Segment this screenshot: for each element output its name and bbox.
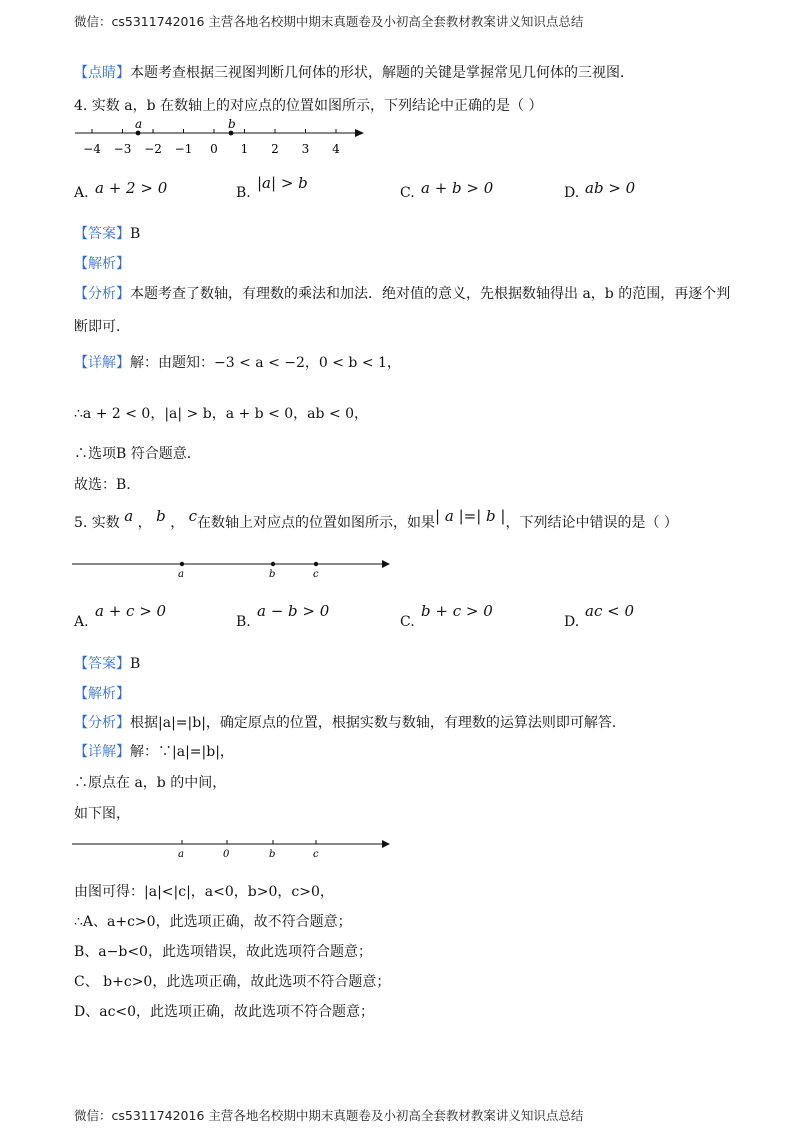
q4-step3: ∴选项B 符合题意．: [74, 446, 201, 462]
q5-option-b-label: B.: [236, 614, 251, 630]
q5-nl2-label-b: b: [269, 849, 276, 860]
q5-step7: D、ac<0，此选项正确，故此选项不符合题意；: [74, 1004, 375, 1020]
page-header: 微信：cs5311742016 主营各地名校期中期末真题卷及小初高全套教材教案讲义知识点总结: [74, 14, 584, 29]
q4-tick-label: 1: [240, 142, 249, 156]
q4-option-c-label: C.: [400, 185, 415, 201]
q4-xiangjie-line: [74, 352, 401, 372]
q4-fenxi-line: [74, 283, 730, 303]
q4-point-b: [229, 131, 234, 136]
dianjing-text: 本题考查根据三视图判断几何体的形状，解题的关键是掌握常见几何体的三视图．: [130, 65, 634, 81]
q4-tick-label: −2: [144, 142, 162, 156]
q5-stem-b: b: [156, 507, 166, 525]
q5-option-c-expr: b + c > 0: [421, 602, 493, 620]
q4-answer-tag: 【答案】: [74, 226, 130, 242]
q4-jiexi-tag: 【解析】: [74, 256, 130, 272]
q4-point-a: [136, 131, 141, 136]
q4-fenxi-1: 本题考查了数轴，有理数的乘法和加法．绝对值的意义，先根据数轴得出 a，b 的范围，再逐个判: [130, 286, 731, 302]
q5-answer-line: [74, 653, 140, 673]
q5-nl1-label-b: b: [269, 569, 276, 580]
q5-option-d-expr: ac < 0: [585, 602, 634, 620]
q4-step2: ∴a + 2 < 0，|a| > b，a + b < 0，ab < 0，: [74, 406, 369, 422]
q5-stem-cond: | a |=| b |: [435, 507, 506, 525]
q5-step4: ∴A、a+c>0，此选项正确，故不符合题意；: [74, 914, 352, 930]
q4-answer-line: [74, 223, 140, 243]
q5-fenxi-line: [74, 712, 626, 732]
q5-option-c-label: C.: [400, 614, 415, 630]
q5-nl1-point-c: [314, 562, 318, 566]
q5-jiexi-tag: 【解析】: [74, 686, 130, 702]
q4-fenxi-2: 断即可．: [74, 319, 130, 335]
q5-option-a-expr: a + c > 0: [95, 602, 167, 620]
q4-label-b: b: [228, 118, 236, 131]
q5-stem: 5. 实数 a ， b ， c在数轴上对应点的位置如图所示，如果| a |=| b |，下列结论中错误的是（ ）: [74, 507, 678, 531]
q5-stem-c: c: [188, 507, 198, 525]
q4-step4: 故选：B．: [74, 477, 141, 493]
q4-stem: 4. 实数 a，b 在数轴上的对应点的位置如图所示，下列结论中正确的是（ ）: [74, 98, 543, 114]
q4-tick-label: −4: [83, 142, 101, 156]
q5-nl1-label-a: a: [178, 569, 184, 580]
q4-tick-label: −3: [113, 142, 132, 156]
q4-label-a: a: [135, 118, 143, 131]
q5-fenxi: 根据|a|=|b|，确定原点的位置，根据实数与数轴，有理数的运算法则即可解答．: [130, 715, 626, 731]
q4-option-d-label: D.: [564, 185, 580, 201]
q4-option-a-expr: a + 2 > 0: [95, 179, 168, 197]
q4-fenxi-tag: 【分析】: [74, 286, 130, 302]
q5-stem-mid: 在数轴上对应点的位置如图所示，如果: [197, 515, 436, 531]
q4-tick-label: 0: [210, 142, 218, 156]
q4-answer: B: [130, 226, 141, 242]
page-footer: 微信：cs5311742016 主营各地名校期中期末真题卷及小初高全套教材教案讲义知识点总结: [74, 1108, 584, 1123]
q5-fenxi-tag: 【分析】: [74, 715, 130, 731]
q4-xiangjie: 解：由题知：−3 < a < −2，0 < b < 1，: [130, 355, 401, 371]
q5-stem-a: a: [124, 507, 134, 525]
q5-stem-suffix: ，下列结论中错误的是（ ）: [505, 515, 678, 531]
q4-tick-label: −1: [174, 142, 193, 156]
q5-xiangjie-tag: 【详解】: [74, 744, 130, 760]
q4-tick-label: 2: [271, 142, 279, 156]
q4-tick-label: 3: [301, 142, 310, 156]
q5-nl2-label-c: c: [313, 849, 319, 860]
q5-nl2-label-0: 0: [223, 849, 230, 860]
q4-option-d-expr: ab > 0: [585, 179, 636, 197]
q5-numberline-1: [70, 552, 400, 582]
q4-option-b-expr: |a| > b: [257, 174, 308, 192]
q5-step6: C、 b+c>0，此选项正确，故此选项不符合题意；: [74, 974, 391, 990]
q5-option-b-expr: a − b > 0: [257, 602, 330, 620]
q5-step1: ∴原点在 a，b 的中间，: [74, 775, 227, 791]
q5-answer-tag: 【答案】: [74, 656, 130, 672]
dianjing-tag: 【点睛】: [74, 65, 130, 81]
q5-xiangjie: 解：∵|a|=|b|，: [130, 744, 234, 760]
q4-tick-label: 4: [332, 142, 340, 156]
q4-option-a-label: A.: [74, 185, 89, 201]
q4-option-b-label: B.: [236, 185, 251, 201]
q5-step3: 由图可得：|a|<|c|，a<0，b>0，c>0，: [74, 884, 334, 900]
q5-nl2-label-a: a: [178, 849, 184, 860]
q5-option-d-label: D.: [564, 614, 580, 630]
q5-answer: B: [130, 656, 141, 672]
q4-numberline: [70, 118, 370, 163]
q5-stem-prefix: 5. 实数: [74, 515, 120, 531]
q5-nl1-point-a: [180, 562, 184, 566]
q5-step2: 如下图，: [74, 806, 130, 822]
dianjing-line: [74, 62, 634, 82]
q5-numberline-2: [70, 832, 400, 862]
q4-option-c-expr: a + b > 0: [421, 179, 494, 197]
q5-option-a-label: A.: [74, 614, 89, 630]
q5-nl1-point-b: [271, 562, 275, 566]
q5-step5: B、a−b<0，此选项错误，故此选项符合题意；: [74, 944, 372, 960]
q4-xiangjie-tag: 【详解】: [74, 355, 130, 371]
q5-xiangjie-line: [74, 741, 234, 761]
q5-nl1-label-c: c: [313, 569, 319, 580]
